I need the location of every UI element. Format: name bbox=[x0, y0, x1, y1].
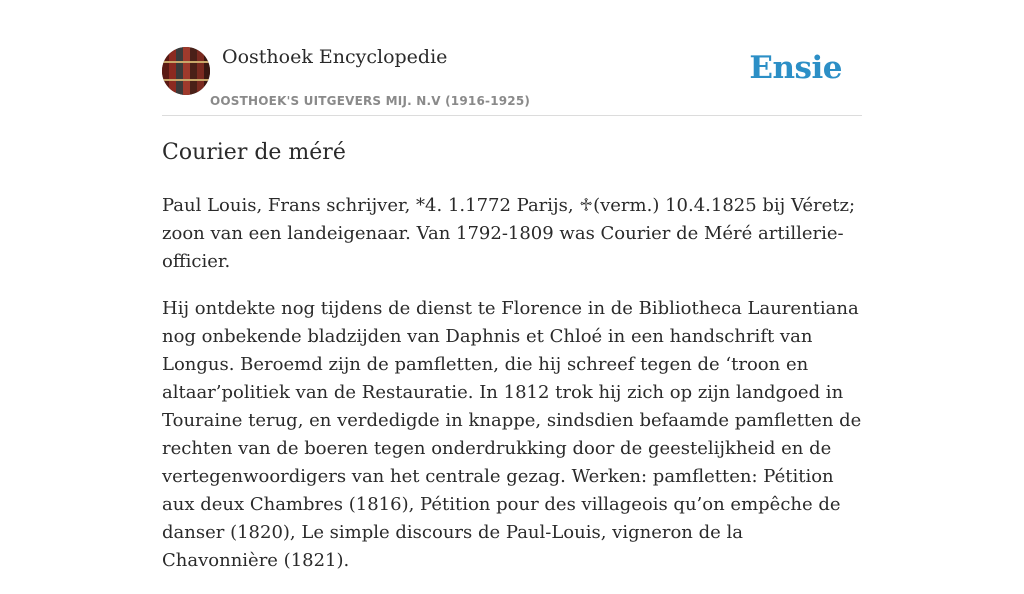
books-icon[interactable] bbox=[162, 47, 210, 95]
site-name[interactable]: Oosthoek Encyclopedie bbox=[222, 46, 448, 68]
publisher-label: OOSTHOEK'S UITGEVERS MIJ. N.V (1916-1925) bbox=[210, 94, 531, 108]
brand-logo[interactable]: Ensie bbox=[749, 50, 842, 86]
site-header bbox=[162, 44, 862, 116]
article-title: Courier de méré bbox=[162, 140, 346, 165]
article-body bbox=[162, 192, 862, 594]
article-paragraph: Paul Louis, Frans schrijver, *4. 1.1772 Parijs, ♱(verm.) 10.4.1825 bij Véretz; zoon van een landeigenaar. Van 1792-1809 was Courier de Méré artillerie-officier. bbox=[162, 195, 856, 272]
article-paragraph: Hij ontdekte nog tijdens de dienst te Florence in de Bibliotheca Laurentiana nog onbekende bladzijden van Daphnis et Chloé in een handschrift van Longus. Beroemd zijn de pamfletten, die hij schreef tegen de ‘troon en altaar’politiek van de Restauratie. In 1812 trok hij zich op zijn landgoed in Touraine terug, en verdedigde in knappe, sindsdien befaamde pamfletten de rechten van de boeren tegen onderdrukking door de geestelijkheid en de vertegenwoordigers van het centrale gezag. Werken: pamfletten: Pétition aux deux Chambres (1816), Pétition pour des villageois qu’on empêche de danser (1820), Le simple discours de Paul-Louis, vigneron de la Chavonnière (1821). bbox=[162, 298, 862, 571]
header-divider bbox=[162, 115, 862, 116]
